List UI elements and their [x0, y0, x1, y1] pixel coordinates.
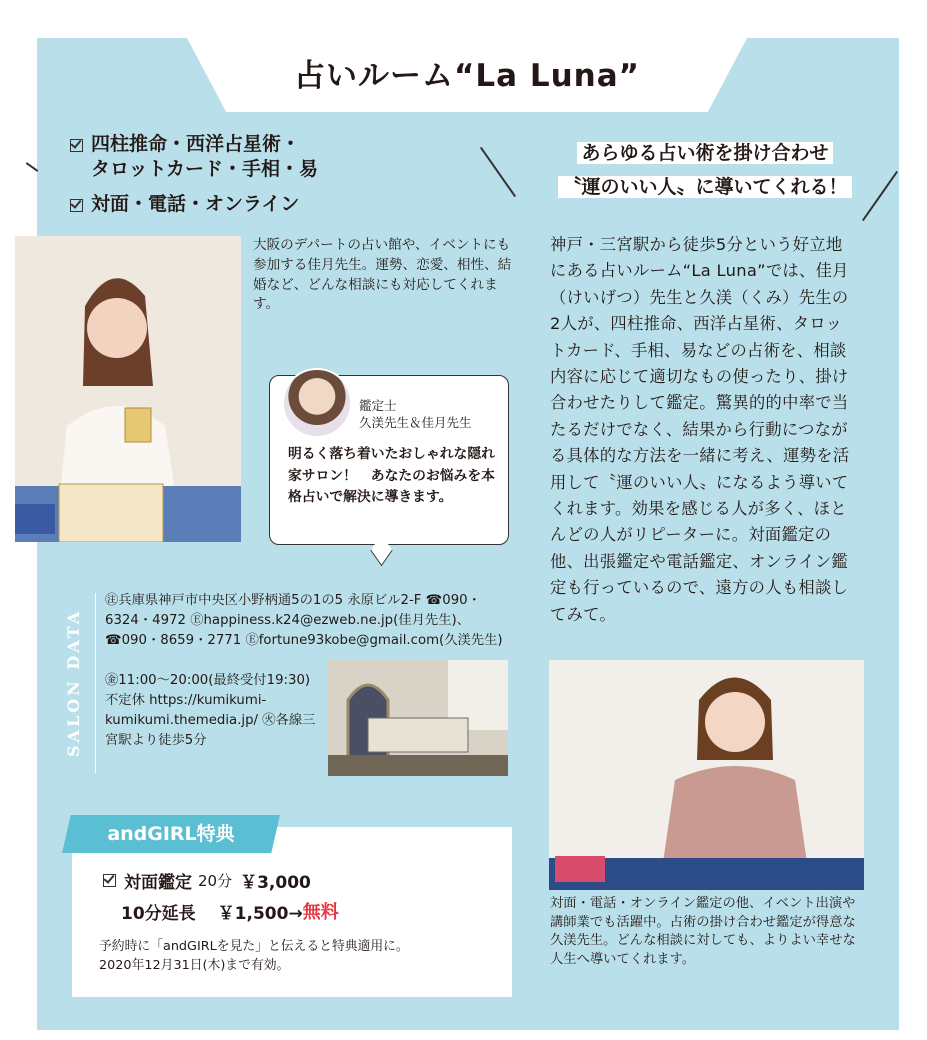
service-item — [70, 132, 318, 182]
free-badge: 無料 — [302, 902, 339, 923]
gift-note — [99, 937, 509, 975]
fortune-teller-label — [359, 397, 472, 431]
offer-name: 対面鑑定 — [124, 873, 192, 893]
gift-offer-line — [103, 868, 311, 893]
gift-extension-line — [121, 898, 339, 924]
headline — [525, 136, 885, 204]
page-title: 占いルーム“La Luna” — [293, 58, 641, 94]
service-text: タロットカード・手相・易 — [91, 158, 319, 180]
extension-price: ￥1,500→ — [217, 903, 303, 924]
offer-duration: 20分 — [198, 872, 233, 890]
portrait-illustration — [15, 236, 241, 542]
gift-note-line: 予約時に「andGIRLを見た」と伝えると特典適用に。 — [99, 939, 409, 954]
service-text: 四柱推命・西洋占星術・ — [91, 133, 301, 155]
service-text: 対面・電話・オンライン — [91, 193, 300, 215]
checkbox-icon — [70, 199, 83, 212]
gift-note-line: 2020年12月31日(木)まで有効。 — [99, 958, 290, 973]
bubble-message: 明るく落ち着いたおしゃれな隠れ家サロン！ あなたのお悩みを本格占いで解決に導きます。 — [288, 446, 495, 505]
gift-title: andGIRL特典 — [107, 823, 235, 845]
decorative-slash — [480, 147, 516, 197]
portrait-photo-kumi — [549, 660, 864, 890]
salon-data-label: SALON DATA — [64, 608, 83, 758]
teacher-names: 久渼先生＆佳月先生 — [359, 415, 472, 430]
checkbox-icon — [70, 139, 83, 152]
extension-name: 10分延長 — [121, 903, 196, 924]
role-label: 鑑定士 — [359, 398, 397, 413]
main-article-text: 神戸・三宮駅から徒歩5分という好立地にある占いルーム“La Luna”では、佳月（けいげつ）先生と久渼（くみ）先生の2人が、四柱推命、西洋占星術、タロットカード、手相、易などの占術を、相談内容に応じて適切なもの使ったり、掛け合わせたりして鑑定。驚異的的中率で当たるだけでなく、結果から行動につながる具体的な方法を一緒に考え、運勢を活用して〝運のいい人〟になるよう導いてくれます。効果を感じる人が多く、ほとんどの人がリピーターに。対面鑑定の他、出張鑑定や電話鑑定、オンライン鑑定も行っているので、遠方の人も相談してみて。 — [550, 235, 850, 624]
service-item — [70, 192, 318, 217]
checkbox-icon — [103, 874, 116, 887]
salon-info-bottom: ㊎11:00〜20:00(最終受付19:30) 不定休 https://kumikumi-kumikumi.themedia.jp/ ㊋各線三宮駅より徒歩5分 — [105, 673, 316, 748]
salon-info-top: ㊟兵庫県神戸市中央区小野柄通5の1の5 永原ビル2-F ☎090・6324・4972 Ⓔhappiness.k24@ezweb.ne.jp(佳月先生)、☎090・8659・2771 Ⓔfortune93kobe@gmail.com(久渼先生) — [105, 593, 503, 648]
divider — [95, 593, 96, 773]
intro-text: 大阪のデパートの占い館や、イベントにも参加する佳月先生。運勢、恋愛、相性、結婚など、どんな相談にも対応してくれます。 — [253, 237, 512, 313]
article-panel — [37, 38, 899, 1030]
offer-price: ￥3,000 — [240, 873, 311, 893]
portrait-photo-keigetsu — [15, 236, 241, 542]
portrait-illustration — [549, 660, 864, 890]
service-list — [70, 132, 318, 227]
headline-line: あらゆる占い術を掛け合わせ — [577, 142, 832, 164]
salon-interior-photo — [328, 660, 508, 776]
decorative-tick — [26, 162, 39, 172]
photo-caption: 対面・電話・オンライン鑑定の他、イベント出演や講師業でも活躍中。占術の掛け合わせ鑑定が得意な久渼先生。どんな相談に対しても、よりよい幸せな人生へ導いてくれます。 — [550, 896, 856, 967]
avatar — [282, 368, 352, 438]
interior-illustration — [328, 660, 508, 776]
headline-line: 〝運のいい人〟に導いてくれる！ — [558, 176, 851, 198]
